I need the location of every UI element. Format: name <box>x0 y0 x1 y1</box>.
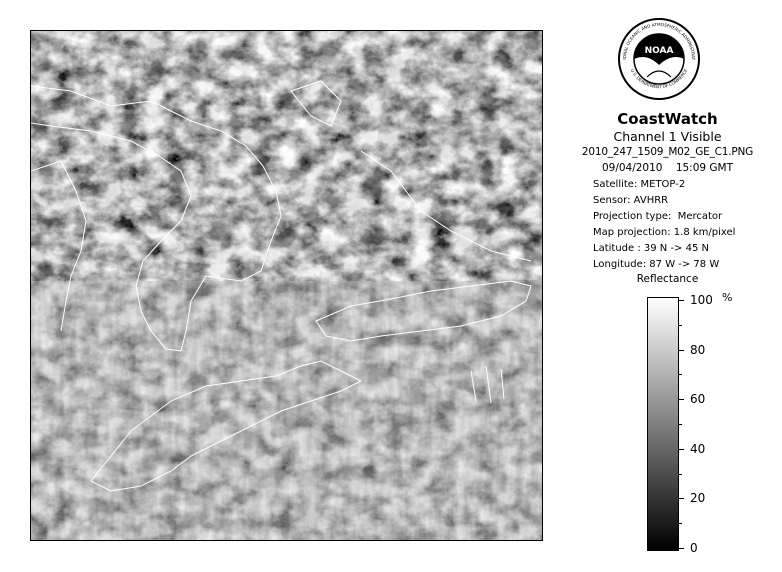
cloud-streaks <box>31 281 543 541</box>
colorbar-minor-tick <box>679 325 682 326</box>
colorbar-tick <box>679 350 684 351</box>
noaa-logo-center-text: NOAA <box>644 46 674 56</box>
colorbar-tick <box>679 300 684 301</box>
colorbar-minor-tick <box>679 374 682 375</box>
colorbar-minor-tick <box>679 474 682 475</box>
sensor-label: Sensor: AVHRR <box>593 195 669 206</box>
noaa-logo-ring-bottom: U.S. DEPARTMENT OF COMMERCE <box>629 68 689 90</box>
colorbar-tick-label: 0 <box>690 541 698 555</box>
satellite-image-canvas <box>31 31 543 541</box>
colorbar-tick-label: 60 <box>690 392 706 406</box>
filename-label: 2010_247_1509_M02_GE_C1.PNG <box>581 146 754 158</box>
colorbar-tick <box>679 449 684 450</box>
reflectance-colorbar <box>647 297 679 551</box>
colorbar-tick-label: 80 <box>690 343 706 357</box>
longitude-label: Longitude: 87 W -> 78 W <box>593 259 720 270</box>
colorbar-tick <box>679 399 684 400</box>
channel-label: Channel 1 Visible <box>613 129 722 144</box>
colorbar-tick-label: 40 <box>690 442 706 456</box>
product-title: CoastWatch <box>617 110 718 128</box>
legend-unit: % <box>722 291 733 304</box>
satellite-label: Satellite: METOP-2 <box>593 179 686 190</box>
colorbar-tick <box>679 498 684 499</box>
noaa-logo-icon <box>617 17 701 101</box>
noaa-logo-ring-top: IONAL OCEANIC AND ATMOSPHERIC ADMINISTRAT <box>621 21 697 61</box>
colorbar-tick-label: 100 <box>690 293 713 307</box>
colorbar-tick <box>679 548 684 549</box>
colorbar-tick-label: 20 <box>690 491 706 505</box>
legend-title: Reflectance <box>636 273 699 285</box>
datetime-label: 09/04/2010 15:09 GMT <box>601 162 734 174</box>
satellite-image <box>30 30 543 541</box>
map-projection-label: Map projection: 1.8 km/pixel <box>593 227 736 238</box>
noaa-logo <box>617 17 701 101</box>
projection-type-label: Projection type: Mercator <box>593 211 723 222</box>
latitude-label: Latitude : 39 N -> 45 N <box>593 243 709 254</box>
colorbar-minor-tick <box>679 523 682 524</box>
colorbar-minor-tick <box>679 424 682 425</box>
